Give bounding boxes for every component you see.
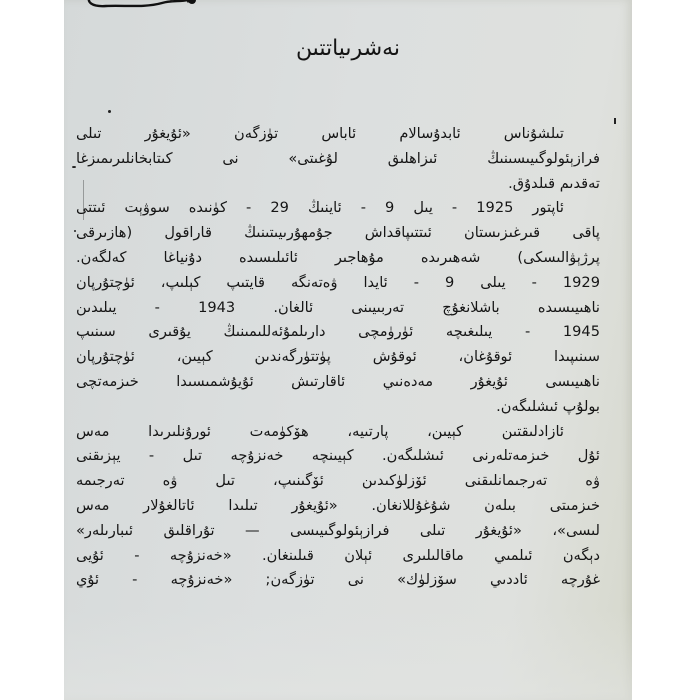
text-line: لىسى»، «ئۇيغۇر تىلى فرازېئولوگىيىسى — تۇراقلىق ئىبارىلەر» bbox=[76, 521, 600, 539]
scan-speck bbox=[83, 180, 84, 220]
flourish-ornament-icon bbox=[84, 0, 214, 16]
text-line: خىزمىتى بىلەن شۇغۇللانغان. «ئۇيغۇر تىلىدا ئاتالغۇلار مەس bbox=[76, 496, 600, 514]
scan-speck bbox=[108, 110, 111, 113]
text-line: 1929 - يىلى 9 - ئايدا ۋەتەنگە قايتىپ كېلىپ، ئۈچتۇرپان bbox=[76, 273, 600, 291]
text-line: ناھىيىسى ئۇيغۇر مەدەنىي ئاقارتىش ئۇيۇشمىسىدا خىزمەتچى bbox=[76, 372, 600, 390]
text-line: ناھىيىسىدە باشلانغۇچ تەربىيىنى ئالغان. 1943 - يىلىدىن bbox=[76, 298, 600, 316]
text-line: فرازېئولوگىيىسىنىڭ ئىزاھلىق لۇغىتى» نى كىتابخانلىرىمىزغا bbox=[76, 149, 600, 167]
text-line: ۋە تەرجىمانلىقنى ئۆزلۈكىدىن ئۆگىنىپ، تىل ۋە تەرجىمە bbox=[76, 472, 600, 490]
text-line: پاقى قىرغىزىستان ئىتتىپاقداش جۇمھۇرىيىتىنىڭ قاراقول (ھازىرقى bbox=[76, 224, 600, 242]
text-line: غۇرچە ئاددىي سۆزلۈك» نى تۈزگەن; «خەنزۇچە - ئۇي bbox=[76, 571, 600, 589]
page-title: نەشرىياتتىن bbox=[295, 36, 401, 61]
text-line: دېگەن ئىلمىي ماقالىلىرى ئېلان قىلىنغان. «خەنزۇچە - ئۇيى bbox=[76, 546, 600, 564]
scan-speck bbox=[74, 230, 76, 232]
scan-speck bbox=[72, 166, 76, 168]
text-line: پرژېۋالىسكى) شەھىرىدە مۇھاجىر ئائىلىسىدە دۇنياغا كەلگەن. bbox=[76, 248, 600, 266]
scanned-page bbox=[64, 0, 632, 700]
text-line: 1945 - يىلىغىچە ئۈرۈمچى دارىلمۇئەللىمىنىڭ يۇقىرى سىنىپ bbox=[76, 323, 600, 341]
page-fade bbox=[64, 610, 632, 700]
text-line: سىنىپىدا ئوقۇغان، ئوقۇش پۈتتۈرگەندىن كېيىن، ئۈچتۇرپان bbox=[76, 348, 600, 366]
document-body bbox=[76, 122, 600, 593]
text-line: ئازادلىقتىن كېيىن، پارتىيە، ھۆكۈمەت ئورۇنلىرىدا مەس bbox=[76, 422, 564, 440]
text-line: بولۇپ ئىشلىگەن. bbox=[496, 397, 600, 415]
text-line: تەقدىم قىلدۇق. bbox=[508, 174, 600, 192]
text-line: ئۇل خىزمەتلەرنى ئىشلىگەن. كېيىنچە خەنزۇچە تىل - يېزىقنى bbox=[76, 447, 600, 465]
scan-speck bbox=[614, 118, 616, 124]
text-line: ئاپتور 1925 - يىل 9 - ئاينىڭ 29 - كۈنىدە سوۋېت ئىتتى bbox=[76, 199, 564, 217]
text-line: تىلشۇناس ئابدۇسالام ئاباس تۈزگەن «ئۇيغۇر تىلى bbox=[76, 125, 564, 142]
